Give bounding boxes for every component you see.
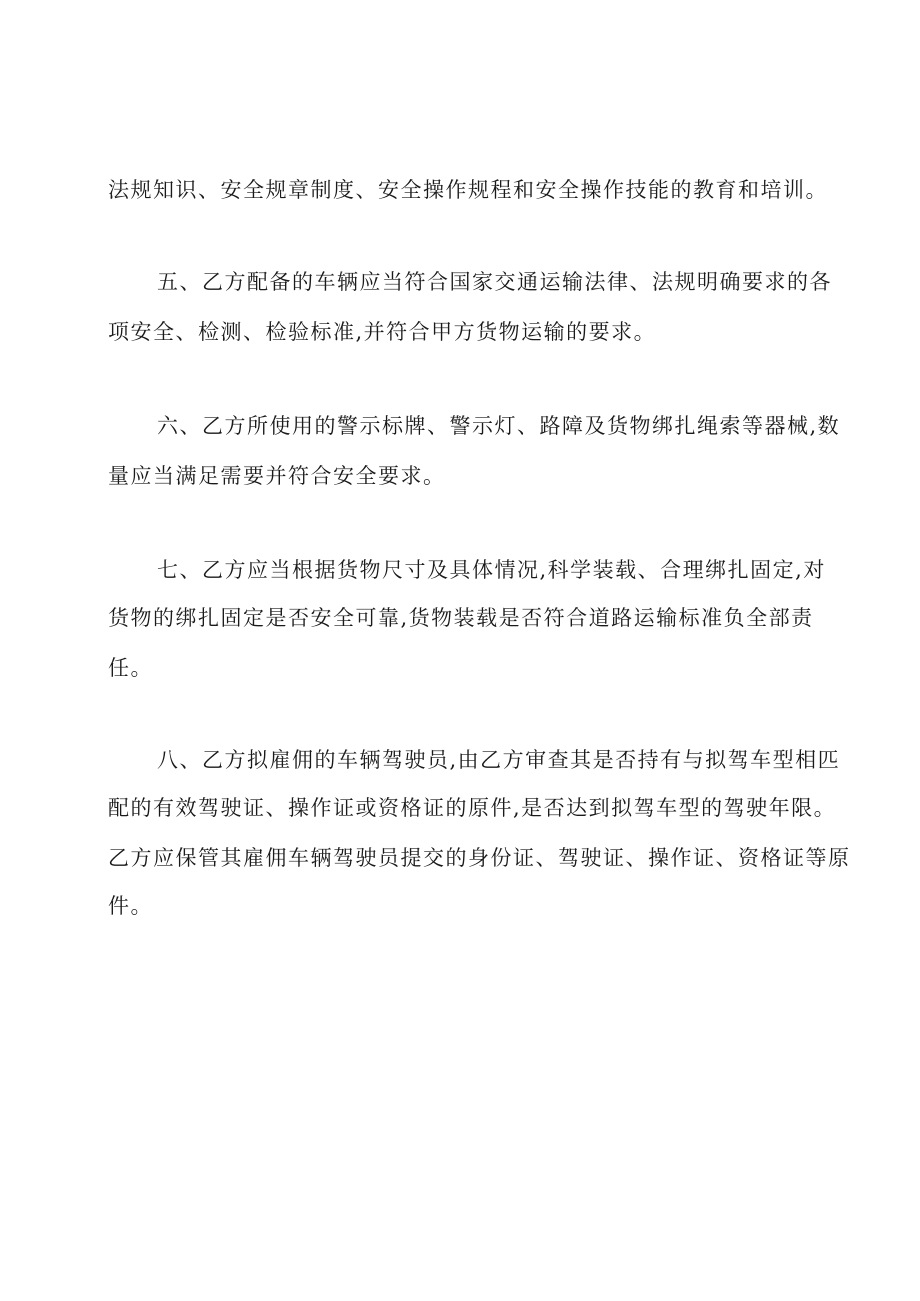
paragraph-6-line-2: 量应当满足需要并符合安全要求。 <box>108 464 446 488</box>
paragraph-7-line-1: 七、乙方应当根据货物尺寸及具体情况,科学装载、合理绑扎固定,对 <box>157 558 826 582</box>
paragraph-8-line-2: 配的有效驾驶证、操作证或资格证的原件,是否达到拟驾车型的驾驶年限。 <box>108 796 837 820</box>
paragraph-8-line-4: 件。 <box>108 894 153 918</box>
paragraph-6-line-1: 六、乙方所使用的警示标牌、警示灯、路障及货物绑扎绳索等器械,数 <box>157 414 841 438</box>
paragraph-8-line-3: 乙方应保管其雇佣车辆驾驶员提交的身份证、驾驶证、操作证、资格证等原 <box>108 846 851 870</box>
paragraph-4-tail-line-1: 法规知识、安全规章制度、安全操作规程和安全操作技能的教育和培训。 <box>108 178 828 202</box>
paragraph-7-line-2: 货物的绑扎固定是否安全可靠,货物装载是否符合道路运输标准负全部责 <box>108 606 814 630</box>
paragraph-5-line-1: 五、乙方配备的车辆应当符合国家交通运输法律、法规明确要求的各 <box>157 270 832 294</box>
paragraph-7-line-3: 任。 <box>108 656 153 680</box>
paragraph-8-line-1: 八、乙方拟雇佣的车辆驾驶员,由乙方审查其是否持有与拟驾车型相匹 <box>157 748 841 772</box>
paragraph-5-line-2: 项安全、检测、检验标准,并符合甲方货物运输的要求。 <box>108 320 657 344</box>
